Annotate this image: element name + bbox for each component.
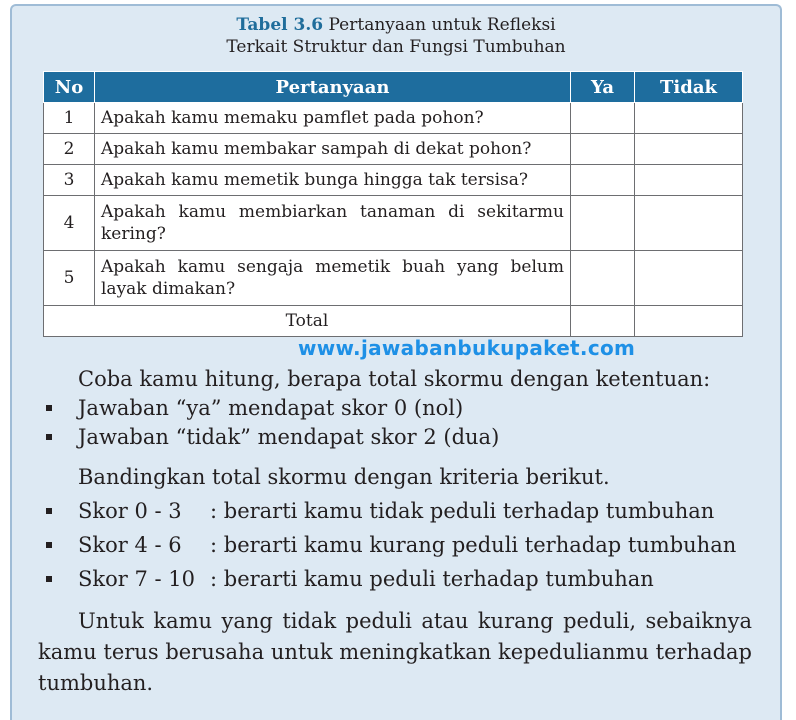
no-cell[interactable] [635, 103, 743, 134]
row-question: Apakah kamu membakar sampah di dekat pohon? [95, 134, 571, 165]
criteria-desc: : berarti kamu tidak peduli terhadap tumbuhan [210, 499, 715, 523]
bullet-icon [46, 542, 52, 548]
reflection-table [43, 71, 743, 337]
rule-no: Jawaban “tidak” mendapat skor 2 (dua) [78, 425, 500, 449]
bullet-icon [46, 434, 52, 440]
caption-line-2: Terkait Struktur dan Fungsi Tumbuhan [226, 37, 566, 57]
criteria-range: Skor 7 - 10 [78, 567, 195, 591]
closing-paragraph: Untuk kamu yang tidak peduli atau kurang peduli, sebaiknya kamu terus berusaha untuk meningkatkan kepedulianmu terhadap tumbuhan. [38, 609, 752, 695]
criteria-desc: : berarti kamu kurang peduli terhadap tumbuhan [210, 533, 737, 557]
yes-cell[interactable] [571, 103, 635, 134]
no-cell[interactable] [635, 251, 743, 306]
header-question: Pertanyaan [95, 72, 571, 103]
table-row [44, 196, 743, 251]
row-question: Apakah kamu sengaja memetik buah yang belum layak dimakan? [95, 251, 571, 306]
instruction-intro: Coba kamu hitung, berapa total skormu dengan ketentuan: [78, 367, 711, 391]
row-number: 3 [44, 165, 95, 196]
no-cell[interactable] [635, 134, 743, 165]
row-question: Apakah kamu memetik bunga hingga tak tersisa? [95, 165, 571, 196]
no-cell[interactable] [635, 196, 743, 251]
rule-yes: Jawaban “ya” mendapat skor 0 (nol) [78, 396, 464, 420]
bullet-icon [46, 508, 52, 514]
header-no: No [44, 72, 95, 103]
total-label: Total [44, 306, 571, 337]
row-number: 4 [44, 196, 95, 251]
table-row [44, 134, 743, 165]
row-number: 2 [44, 134, 95, 165]
header-no-answer: Tidak [635, 72, 743, 103]
yes-cell[interactable] [571, 251, 635, 306]
row-question: Apakah kamu memaku pamflet pada pohon? [95, 103, 571, 134]
table-number: Tabel 3.6 [236, 15, 324, 35]
bullet-icon [46, 576, 52, 582]
yes-cell[interactable] [571, 165, 635, 196]
yes-cell[interactable] [571, 134, 635, 165]
watermark: www.jawabanbukupaket.com [298, 336, 636, 360]
compare-text: Bandingkan total skormu dengan kriteria berikut. [78, 465, 610, 489]
table-caption [10, 14, 782, 58]
header-yes: Ya [571, 72, 635, 103]
table-row [44, 165, 743, 196]
yes-cell[interactable] [571, 196, 635, 251]
row-number: 5 [44, 251, 95, 306]
bullet-icon [46, 405, 52, 411]
no-cell[interactable] [635, 165, 743, 196]
caption-line-1: Pertanyaan untuk Refleksi [328, 15, 556, 35]
row-question: Apakah kamu membiarkan tanaman di sekitarmu kering? [95, 196, 571, 251]
table-header-row [44, 72, 743, 103]
criteria-desc: : berarti kamu peduli terhadap tumbuhan [210, 567, 654, 591]
total-no-cell[interactable] [635, 306, 743, 337]
total-yes-cell[interactable] [571, 306, 635, 337]
criteria-range: Skor 4 - 6 [78, 533, 182, 557]
table-row [44, 251, 743, 306]
table-row [44, 103, 743, 134]
row-number: 1 [44, 103, 95, 134]
criteria-range: Skor 0 - 3 [78, 499, 182, 523]
total-row [44, 306, 743, 337]
